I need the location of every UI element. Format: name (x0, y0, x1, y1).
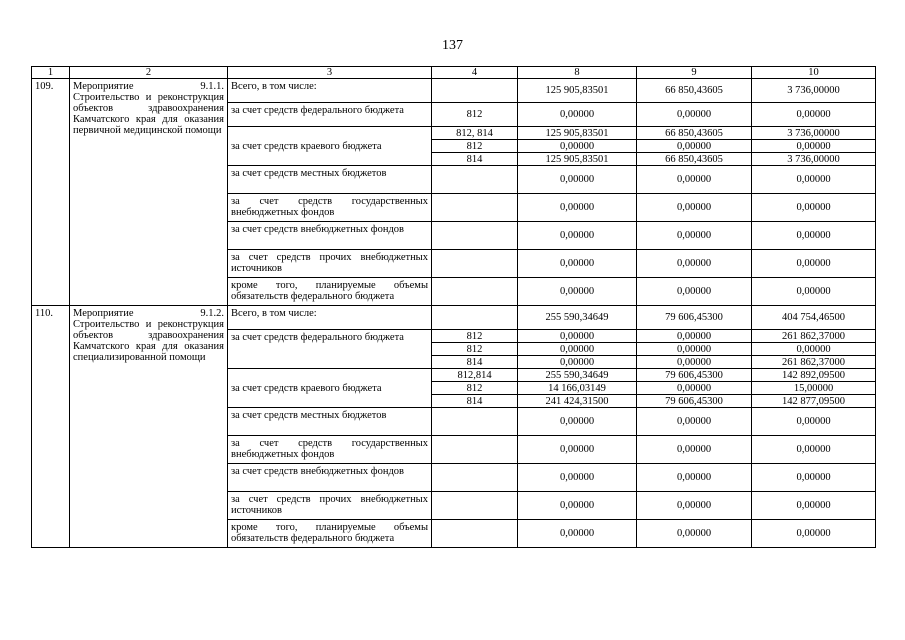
funding-source-label: за счет средств прочих внебюджетных источников (228, 492, 432, 520)
value-col8: 0,00000 (518, 250, 637, 278)
value-col10: 0,00000 (752, 408, 876, 436)
value-col9: 0,00000 (637, 408, 752, 436)
column-header: 8 (518, 67, 637, 79)
value-col9: 0,00000 (637, 140, 752, 153)
value-col8: 0,00000 (518, 343, 637, 356)
value-col8: 0,00000 (518, 520, 637, 548)
value-col9: 0,00000 (637, 330, 752, 343)
funding-source-label: за счет средств государственных внебюджетных фондов (228, 194, 432, 222)
value-col9: 79 606,45300 (637, 306, 752, 330)
value-col10: 0,00000 (752, 222, 876, 250)
budget-code (432, 520, 518, 548)
value-col8: 241 424,31500 (518, 395, 637, 408)
value-col9: 66 850,43605 (637, 127, 752, 140)
value-col10: 0,00000 (752, 166, 876, 194)
budget-code (432, 79, 518, 103)
value-col10: 0,00000 (752, 464, 876, 492)
value-col10: 0,00000 (752, 250, 876, 278)
event-description: Мероприятие 9.1.1. Строительство и реконструкция объектов здравоохранения Камчатского края для оказания первичной медицинской помощи (70, 79, 228, 306)
value-col10: 3 736,00000 (752, 79, 876, 103)
value-col9: 79 606,45300 (637, 369, 752, 382)
value-col8: 0,00000 (518, 408, 637, 436)
column-header: 9 (637, 67, 752, 79)
budget-code (432, 306, 518, 330)
budget-code (432, 464, 518, 492)
funding-source-label: за счет средств государственных внебюджетных фондов (228, 436, 432, 464)
value-col10: 142 877,09500 (752, 395, 876, 408)
value-col8: 255 590,34649 (518, 369, 637, 382)
value-col8: 0,00000 (518, 166, 637, 194)
budget-code (432, 408, 518, 436)
value-col10: 261 862,37000 (752, 356, 876, 369)
table-row (32, 306, 876, 330)
value-col8: 0,00000 (518, 222, 637, 250)
value-col9: 0,00000 (637, 382, 752, 395)
value-col10: 3 736,00000 (752, 153, 876, 166)
value-col8: 125 905,83501 (518, 79, 637, 103)
budget-code (432, 492, 518, 520)
funding-source-label: за счет средств краевого бюджета (228, 369, 432, 408)
column-header: 10 (752, 67, 876, 79)
value-col10: 404 754,46500 (752, 306, 876, 330)
value-col9: 0,00000 (637, 194, 752, 222)
funding-source-label: Всего, в том числе: (228, 79, 432, 103)
value-col9: 0,00000 (637, 343, 752, 356)
budget-code: 812,814 (432, 369, 518, 382)
funding-source-label: кроме того, планируемые объемы обязательств федерального бюджета (228, 278, 432, 306)
funding-source-label: за счет средств внебюджетных фондов (228, 464, 432, 492)
value-col8: 0,00000 (518, 278, 637, 306)
value-col10: 0,00000 (752, 278, 876, 306)
event-description: Мероприятие 9.1.2. Строительство и реконструкция объектов здравоохранения Камчатского края для оказания специализированной помощи (70, 306, 228, 548)
value-col9: 0,00000 (637, 222, 752, 250)
row-number: 109. (32, 79, 70, 306)
value-col10: 142 892,09500 (752, 369, 876, 382)
value-col10: 15,00000 (752, 382, 876, 395)
budget-code (432, 194, 518, 222)
value-col10: 0,00000 (752, 103, 876, 127)
budget-code: 814 (432, 153, 518, 166)
funding-source-label: за счет средств местных бюджетов (228, 166, 432, 194)
value-col8: 0,00000 (518, 103, 637, 127)
value-col9: 0,00000 (637, 250, 752, 278)
funding-source-label: Всего, в том числе: (228, 306, 432, 330)
budget-code: 812 (432, 343, 518, 356)
budget-code: 812 (432, 140, 518, 153)
value-col8: 255 590,34649 (518, 306, 637, 330)
funding-source-label: за счет средств краевого бюджета (228, 127, 432, 166)
budget-code (432, 166, 518, 194)
budget-code: 814 (432, 395, 518, 408)
budget-code (432, 222, 518, 250)
column-header: 4 (432, 67, 518, 79)
value-col9: 66 850,43605 (637, 153, 752, 166)
value-col9: 0,00000 (637, 278, 752, 306)
funding-source-label: за счет средств федерального бюджета (228, 330, 432, 369)
value-col8: 125 905,83501 (518, 153, 637, 166)
value-col9: 0,00000 (637, 356, 752, 369)
budget-code (432, 250, 518, 278)
table-row (32, 79, 876, 103)
budget-code (432, 278, 518, 306)
value-col10: 0,00000 (752, 194, 876, 222)
column-header-row (32, 67, 876, 79)
value-col9: 0,00000 (637, 103, 752, 127)
budget-table (31, 66, 876, 548)
funding-source-label: за счет средств внебюджетных фондов (228, 222, 432, 250)
value-col8: 0,00000 (518, 464, 637, 492)
funding-source-label: за счет средств местных бюджетов (228, 408, 432, 436)
funding-source-label: за счет средств прочих внебюджетных источников (228, 250, 432, 278)
row-number: 110. (32, 306, 70, 548)
budget-code: 812 (432, 382, 518, 395)
value-col9: 0,00000 (637, 436, 752, 464)
value-col9: 0,00000 (637, 520, 752, 548)
column-header: 3 (228, 67, 432, 79)
value-col8: 14 166,03149 (518, 382, 637, 395)
budget-code: 812, 814 (432, 127, 518, 140)
column-header: 2 (70, 67, 228, 79)
value-col10: 0,00000 (752, 343, 876, 356)
value-col10: 0,00000 (752, 492, 876, 520)
value-col8: 0,00000 (518, 436, 637, 464)
funding-source-label: за счет средств федерального бюджета (228, 103, 432, 127)
value-col9: 0,00000 (637, 464, 752, 492)
funding-source-label: кроме того, планируемые объемы обязательств федерального бюджета (228, 520, 432, 548)
value-col10: 0,00000 (752, 436, 876, 464)
value-col8: 0,00000 (518, 356, 637, 369)
budget-code: 812 (432, 330, 518, 343)
value-col9: 0,00000 (637, 492, 752, 520)
budget-code: 812 (432, 103, 518, 127)
value-col8: 0,00000 (518, 194, 637, 222)
budget-code (432, 436, 518, 464)
value-col10: 0,00000 (752, 520, 876, 548)
value-col9: 0,00000 (637, 166, 752, 194)
value-col10: 261 862,37000 (752, 330, 876, 343)
value-col9: 66 850,43605 (637, 79, 752, 103)
value-col8: 0,00000 (518, 492, 637, 520)
value-col8: 0,00000 (518, 140, 637, 153)
value-col8: 125 905,83501 (518, 127, 637, 140)
value-col9: 79 606,45300 (637, 395, 752, 408)
value-col10: 3 736,00000 (752, 127, 876, 140)
value-col8: 0,00000 (518, 330, 637, 343)
page-number: 137 (442, 38, 463, 53)
column-header: 1 (32, 67, 70, 79)
budget-code: 814 (432, 356, 518, 369)
value-col10: 0,00000 (752, 140, 876, 153)
